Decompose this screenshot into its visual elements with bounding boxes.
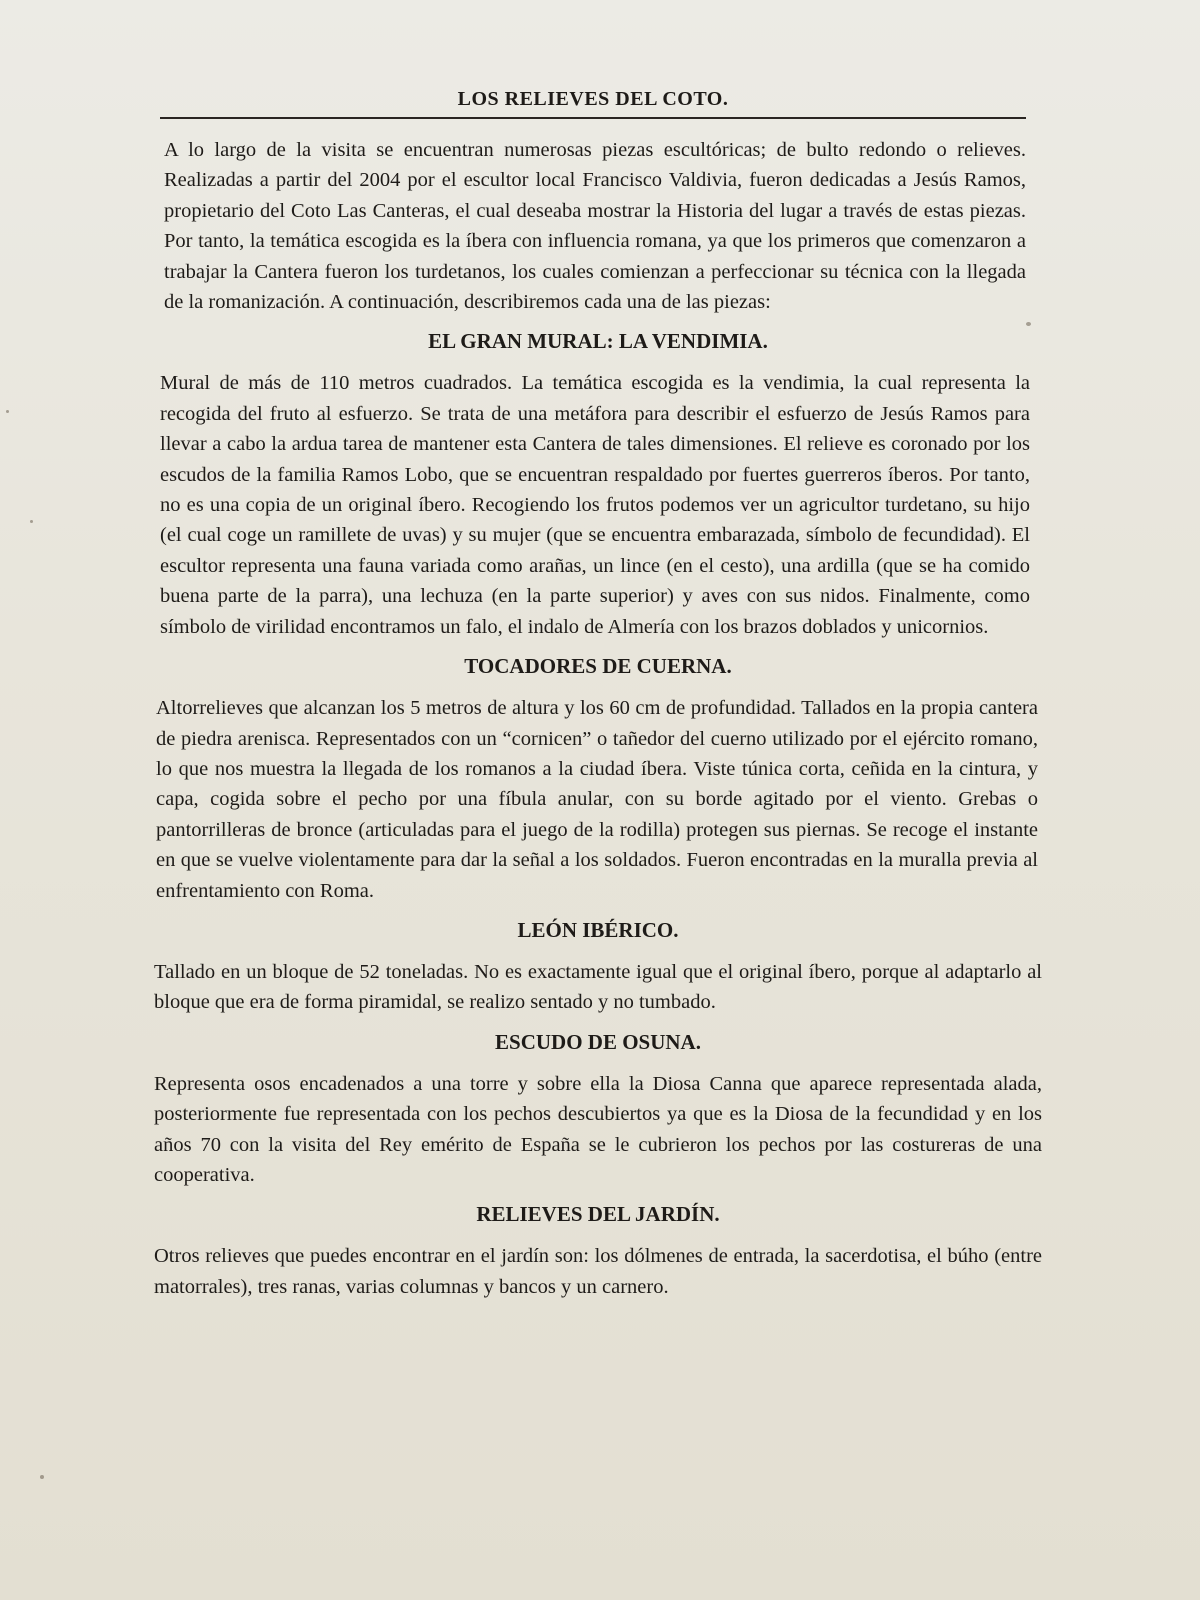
intro-paragraph: A lo largo de la visita se encuentran numerosas piezas escultóricas; de bulto redondo o relieves. Realizadas a partir del 2004 por el escultor local Francisco Valdivia, fueron dedicadas a Jesús Ramos, propietario del Coto Las Canteras, el cual deseaba mostrar la Historia del lugar a través de estas piezas. Por tanto, la temática escogida es la íbera con influencia romana, ya que los primeros que comenzaron a trabajar la Cantera fueron los turdetanos, los cuales comienzan a perfeccionar su técnica con la llegada de la romanización. A continuación, describiremos cada una de las piezas: [164,139,1026,314]
section-escudo-de-osuna [154,1030,1042,1191]
section-heading: ESCUDO DE OSUNA. [495,1029,701,1054]
section-body: Tallado en un bloque de 52 toneladas. No es exactamente igual que el original íbero, porque al adaptarlo al bloque que era de forma piramidal, se realizo sentado y no tumbado. [154,960,1042,1014]
section-relieves-del-jardin [154,1202,1042,1302]
document-content [154,84,1042,1302]
section-heading: TOCADORES DE CUERNA. [464,654,732,679]
document-title: LOS RELIEVES DEL COTO. [160,84,1026,119]
section-heading: RELIEVES DEL JARDÍN. [476,1202,720,1227]
surface-speck [40,1475,44,1479]
surface-speck [6,410,9,413]
surface-speck [30,520,33,523]
section-body: Mural de más de 110 metros cuadrados. La temática escogida es la vendimia, la cual representa la recogida del fruto al esfuerzo. Se trata de una metáfora para describir el esfuerzo de Jesús Ramos para llevar a cabo la ardua tarea de mantener esta Cantera de tales dimensiones. El relieve es coronado por los escudos de la familia Ramos Lobo, que se encuentran respaldado por fuertes guerreros íberos. Por tanto, no es una copia de un original íbero. Recogiendo los frutos podemos ver un agricultor turdetano, su hijo (el cual coge un ramillete de uvas) y su mujer (que se encuentra embarazada, símbolo de fecundidad). El escultor representa una fauna variada como arañas, un lince (en el cesto), una ardilla (que se ha comido buena parte de la parra), una lechuza (en la parte superior) y aves con sus nidos. Finalmente, como símbolo de virilidad encontramos un falo, el indalo de Almería con los brazos doblados y unicornios. [160,372,1030,638]
section-leon-iberico [154,918,1042,1018]
section-heading: LEÓN IBÉRICO. [517,917,679,942]
section-body: Otros relieves que puedes encontrar en el jardín son: los dólmenes de entrada, la sacerdotisa, el búho (entre matorrales), tres ranas, varias columnas y bancos y un carnero. [154,1245,1042,1298]
section-tocadores-de-cuerna [154,654,1042,906]
section-heading: EL GRAN MURAL: LA VENDIMIA. [428,329,768,354]
section-gran-mural [154,329,1042,642]
section-body: Representa osos encadenados a una torre y sobre ella la Diosa Canna que aparece representada alada, posteriormente fue representada con los pechos descubiertos ya que es la Diosa de la fecundidad y en los años 70 con la visita del Rey emérito de España se le cubrieron los pechos por las costureras de una cooperativa. [154,1072,1042,1186]
section-body: Altorrelieves que alcanzan los 5 metros de altura y los 60 cm de profundidad. Tallados en la propia cantera de piedra arenisca. Representados con un “cornicen” o tañedor del cuerno utilizado por el ejército romano, lo que nos muestra la llegada de los romanos a la ciudad íbera. Viste túnica corta, ceñida en la cintura, y capa, cogida sobre el pecho por una fíbula anular, con su borde agitado por el viento. Grebas o pantorrilleras de bronce (articuladas para el juego de la rodilla) protegen sus piernas. Se recoge el instante en que se vuelve violentamente para dar la señal a los soldados. Fueron encontradas en la muralla previa al enfrentamiento con Roma. [156,697,1038,902]
